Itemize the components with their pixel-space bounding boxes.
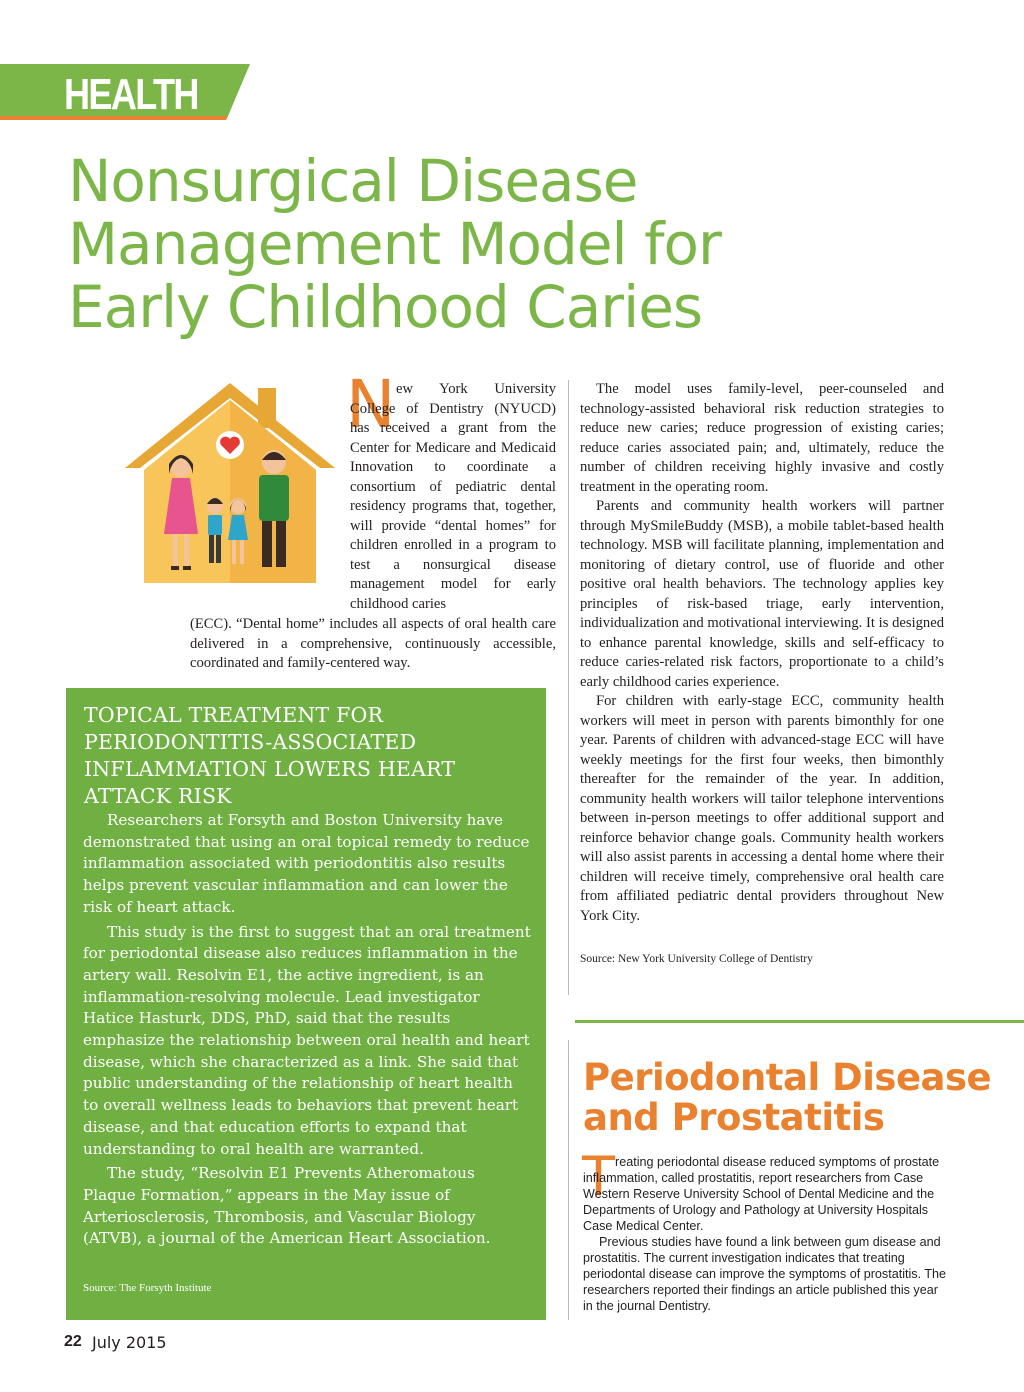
headline-line-2: Management Model for <box>68 210 721 278</box>
sidebar-paragraph: Researchers at Forsyth and Boston University have demonstrated that using an oral topical remedy to reduce inflammation associated with periodontitis also results helps prevent vascular inflammation and can lower the risk of heart attack. <box>83 811 530 916</box>
sidebar-body <box>83 810 531 1250</box>
headline-line-3: Early Childhood Caries <box>68 273 703 341</box>
issue-date: July 2015 <box>92 1333 167 1352</box>
section-divider <box>575 1020 1024 1023</box>
sidebar-box <box>66 688 546 1320</box>
article2-body <box>583 1154 949 1314</box>
sidebar-paragraph: This study is the first to suggest that an oral treatment for periodontal disease also reduces inflammation in the artery wall. Resolvin E1, the active ingredient, is an inflammation-resolving molecule. Lead investigator Hatice Hasturk, DDS, PhD, said that the results emphasize the relationship between oral health and heart disease, which she characterized as a link. She said that public understanding of the relationship of heart health to overall wellness leads to behaviors that prevent heart disease, and that education efforts to expand that understanding to oral health are warranted. <box>83 922 531 1158</box>
headline-line-1: Nonsurgical Disease <box>68 147 638 215</box>
article2-paragraph: reating periodontal disease reduced symptoms of prostate inflammation, called prostatitis, report researchers from Case Western Reserve University School of Dental Medicine and the Departments of Urology and Pathology at University Hospitals Case Medical Center. <box>583 1155 940 1233</box>
column-divider <box>568 380 569 995</box>
article2-headline-line-2: and Prostatitis <box>583 1096 885 1139</box>
dropcap-n: N <box>346 366 396 443</box>
article2-headline-line-1: Periodontal Disease <box>583 1056 992 1099</box>
family-house-icon <box>120 378 340 588</box>
column-divider-lower <box>568 1040 569 1320</box>
article2-paragraph: Previous studies have found a link between gum disease and prostatitis. The current investigation indicates that treating periodontal disease can improve the symptoms of prostatitis. The researchers reported their findings an article published this year in the journal Dentistry. <box>583 1235 947 1313</box>
article-intro <box>350 380 556 614</box>
article-intro-tail: (ECC). “Dental home” includes all aspects of oral health care delivered in a comprehensive, continuously accessible, coordinated and family-centered way. <box>190 616 556 671</box>
sidebar-title: TOPICAL TREATMENT FOR PERIODONTITIS-ASSOCIATED INFLAMMATION LOWERS HEART ATTACK RISK <box>84 703 456 808</box>
sidebar-paragraph: The study, “Resolvin E1 Prevents Atheromatous Plaque Formation,” appears in the May issue of Arteriosclerosis, Thrombosis, and Vascular Biology (ATVB), a journal of the American Heart Association. <box>83 1164 491 1248</box>
section-banner <box>0 64 250 120</box>
article-intro-text: ew York University College of Dentistry (NYUCD) has received a grant from the Center for Medicare and Medicaid Innovation to coordinate a consortium of pediatric dental residency programs that, together, will provide “dental homes” for children enrolled in a program to test a nonsurgical disease management model for early childhood caries <box>350 381 556 612</box>
dropcap-t: T <box>582 1145 615 1208</box>
article-continuation <box>580 380 944 926</box>
article-paragraph: For children with early-stage ECC, community health workers will meet in person with parents bimonthly for one year. Parents of children with advanced-stage ECC will have weekly meetings for the first four weeks, then bimonthly thereafter for the remainder of the year. In addition, community health workers will tailor telephone interventions between in-person meetings to offer additional support and reinforce behavior change goals. Community health workers will also assist parents in accessing a dental home where their children will receive timely, comprehensive oral health care from affiliated pediatric dental providers throughout New York City. <box>580 693 944 924</box>
article-paragraph: The model uses family-level, peer-counseled and technology-assisted behavioral risk reduction strategies to reduce new caries; reduce progression of existing caries; reduce caries associated pain; and, ultimately, reduce the number of children receiving highly invasive and costly treatment in the operating room. <box>580 381 944 495</box>
sidebar-source: Source: The Forsyth Institute <box>83 1282 212 1294</box>
article-paragraph: Parents and community health workers will partner through MySmileBuddy (MSB), a mobile tablet-based health technology. MSB will facilitate planning, implementation and monitoring of dietary control, use of fluoride and other positive oral health behaviors. The technology applies key principles of risk-based triage, early intervention, individualization and motivational interviewing. It is designed to enhance parental knowledge, skills and self-efficacy to reduce caries-related risk factors, proportionate to a child’s early childhood caries experience. <box>580 498 944 690</box>
article-source: Source: New York University College of Dentistry <box>580 953 813 965</box>
page-number: 22 <box>64 1333 82 1350</box>
section-label: HEALTH <box>64 70 198 119</box>
